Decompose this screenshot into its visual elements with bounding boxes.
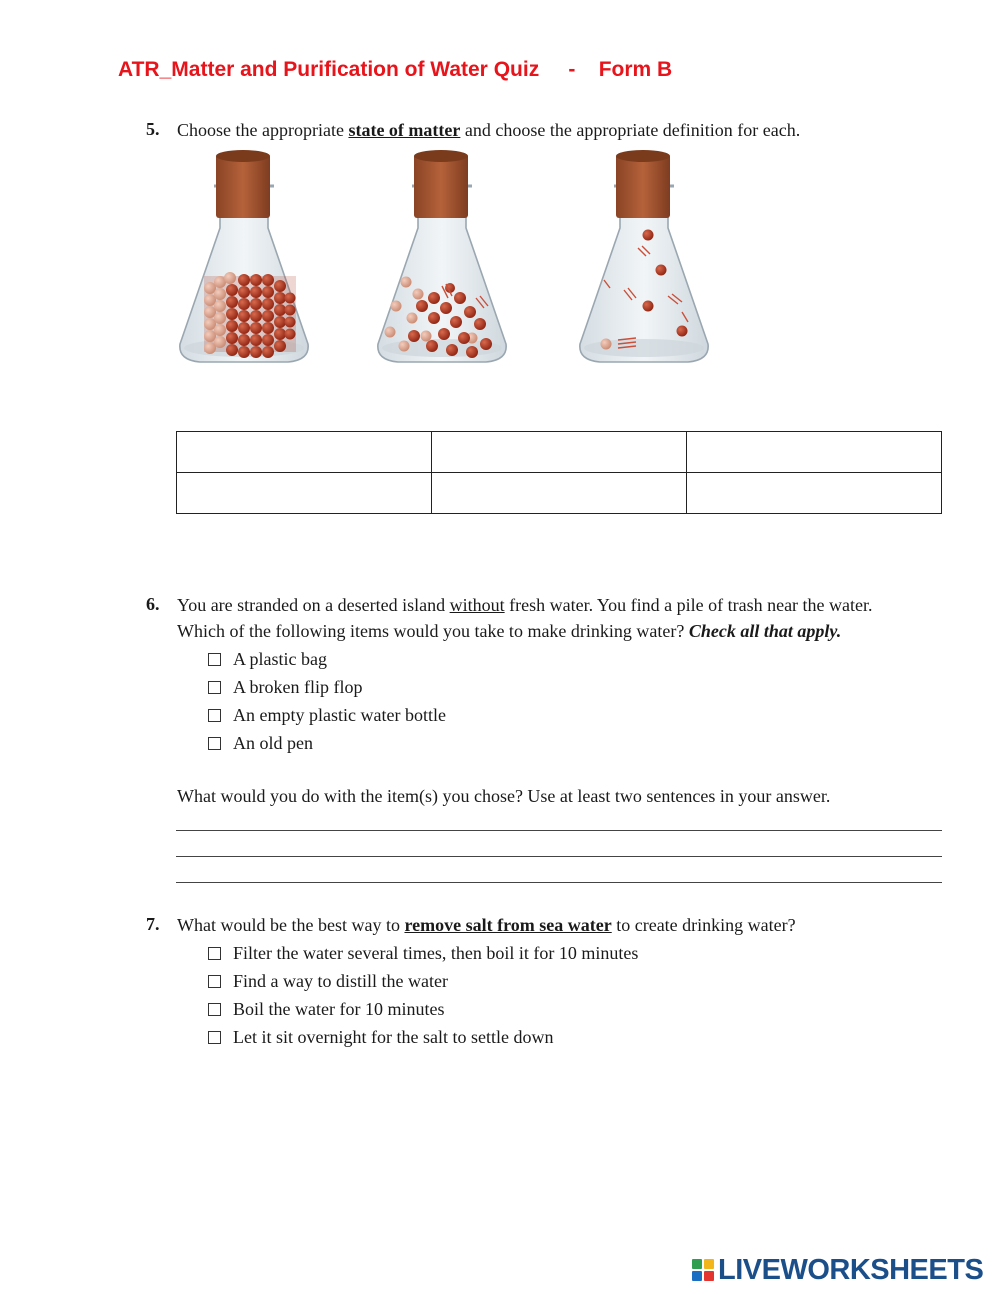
flask-solid bbox=[180, 150, 308, 362]
cork-1 bbox=[216, 154, 270, 218]
option-filter-then-boil[interactable] bbox=[208, 939, 638, 967]
answer-cell[interactable] bbox=[432, 432, 687, 473]
logo-square-green bbox=[692, 1259, 702, 1269]
answer-cell[interactable] bbox=[177, 432, 432, 473]
question-7-options bbox=[208, 939, 638, 1051]
checkbox[interactable] bbox=[208, 947, 221, 960]
question-6-options bbox=[208, 645, 446, 757]
flask-gas bbox=[580, 150, 708, 362]
flask-illustrations bbox=[170, 148, 730, 373]
option-label: Filter the water several times, then boil it for 10 minutes bbox=[233, 942, 639, 963]
option-label: Boil the water for 10 minutes bbox=[233, 998, 445, 1019]
checkbox[interactable] bbox=[208, 681, 221, 694]
logo-icon bbox=[692, 1259, 714, 1281]
answer-line-2[interactable] bbox=[176, 856, 942, 857]
checkbox[interactable] bbox=[208, 1031, 221, 1044]
question-6-followup: What would you do with the item(s) you chose? Use at least two sentences in your answer. bbox=[177, 786, 831, 806]
question-6-line-1 bbox=[177, 592, 873, 618]
question-6-emphasis: Check all that apply. bbox=[688, 621, 842, 641]
question-7-emphasis: remove salt from sea water bbox=[404, 915, 612, 935]
option-label: Let it sit overnight for the salt to settle down bbox=[233, 1026, 554, 1047]
logo-square-red bbox=[704, 1271, 714, 1281]
question-6-underline: without bbox=[449, 595, 505, 615]
option-broken-flip-flop[interactable] bbox=[208, 673, 446, 701]
answer-cell[interactable] bbox=[687, 473, 942, 514]
question-5-text-before: Choose the appropriate bbox=[177, 120, 349, 140]
flask-liquid bbox=[378, 150, 506, 362]
option-label: A broken flip flop bbox=[233, 676, 363, 697]
option-label: Find a way to distill the water bbox=[233, 970, 448, 991]
logo-square-blue bbox=[692, 1271, 702, 1281]
question-5-text bbox=[177, 117, 800, 143]
checkbox[interactable] bbox=[208, 1003, 221, 1016]
question-6-number: 6. bbox=[146, 594, 160, 614]
liveworksheets-logo bbox=[692, 1254, 983, 1286]
question-6-line-1-before: You are stranded on a deserted island bbox=[177, 595, 450, 615]
checkbox[interactable] bbox=[208, 975, 221, 988]
option-label: An old pen bbox=[233, 732, 313, 753]
checkbox[interactable] bbox=[208, 737, 221, 750]
question-5-text-after: and choose the appropriate definition for each. bbox=[460, 120, 801, 140]
question-6-line-2 bbox=[177, 618, 841, 644]
option-plastic-bag[interactable] bbox=[208, 645, 446, 673]
question-7-text-before: What would be the best way to bbox=[177, 915, 405, 935]
answer-line-3[interactable] bbox=[176, 882, 942, 883]
cork-3 bbox=[616, 154, 670, 218]
checkbox[interactable] bbox=[208, 709, 221, 722]
answer-line-1[interactable] bbox=[176, 830, 942, 831]
answer-table bbox=[176, 431, 942, 514]
option-settle-overnight[interactable] bbox=[208, 1023, 638, 1051]
option-empty-water-bottle[interactable] bbox=[208, 701, 446, 729]
option-distill[interactable] bbox=[208, 967, 638, 995]
cork-2 bbox=[414, 154, 468, 218]
question-6-line-2-before: Which of the following items would you take to make drinking water? bbox=[177, 621, 689, 641]
checkbox[interactable] bbox=[208, 653, 221, 666]
option-old-pen[interactable] bbox=[208, 729, 446, 757]
logo-square-yellow bbox=[704, 1259, 714, 1269]
table-row bbox=[177, 473, 942, 514]
quiz-title: ATR_Matter and Purification of Water Quiz - Form B bbox=[118, 58, 673, 81]
question-7-text bbox=[177, 912, 796, 938]
option-boil[interactable] bbox=[208, 995, 638, 1023]
question-7-text-after: to create drinking water? bbox=[611, 915, 796, 935]
answer-cell[interactable] bbox=[432, 473, 687, 514]
table-row bbox=[177, 432, 942, 473]
logo-text: LIVEWORKSHEETS bbox=[718, 1253, 984, 1286]
solid-particles bbox=[204, 272, 296, 358]
answer-cell[interactable] bbox=[687, 432, 942, 473]
question-7-number: 7. bbox=[146, 914, 160, 934]
question-5-emphasis: state of matter bbox=[348, 120, 461, 140]
option-label: A plastic bag bbox=[233, 648, 327, 669]
question-6-line-1-after: fresh water. You find a pile of trash near the water. bbox=[504, 595, 873, 615]
option-label: An empty plastic water bottle bbox=[233, 704, 446, 725]
question-5-number: 5. bbox=[146, 119, 160, 139]
answer-cell[interactable] bbox=[177, 473, 432, 514]
